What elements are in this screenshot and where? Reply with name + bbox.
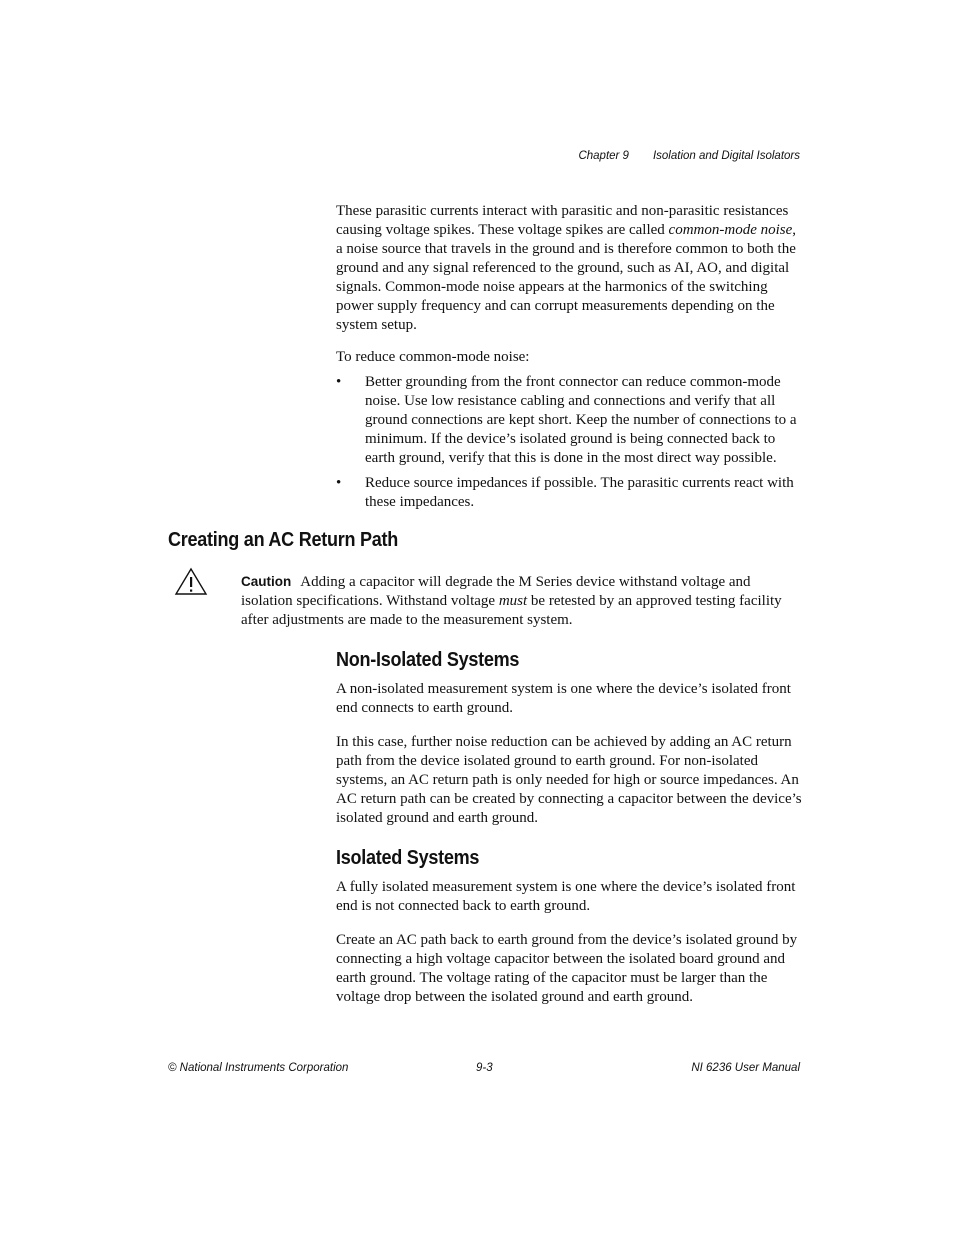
intro-text-start: These parasitic currents interact with parasitic and non-parasitic resistances causing voltage spikes. These voltage spikes are called: [336, 203, 789, 238]
isolated-text-2: Create an AC path back to earth ground from the device’s isolated ground by connecting a high voltage capacitor between the isolated board ground and earth ground. The voltage rating of the capacitor must be larger than the voltage drop between the isolated ground and earth ground.: [336, 932, 798, 1005]
list-item-text: Reduce source impedances if possible. The parasitic currents react with these impedances.: [365, 475, 794, 510]
caution-text-end: be retested by an approved testing facility after adjustments are made to the measurement system.: [241, 593, 782, 628]
bullet-list: [336, 373, 802, 518]
isolated-text-1: A fully isolated measurement system is one where the device’s isolated front end is not connected back to earth ground.: [336, 879, 796, 914]
non-isolated-text-2: In this case, further noise reduction can be achieved by adding an AC return path from the device isolated ground to earth ground. For non-isolated systems, an AC return path is only needed for high or source impedances. An AC return path can be created by connecting a capacitor between the device’s isolated ground and earth ground.: [336, 734, 802, 826]
caution-triangle-icon: [174, 567, 208, 596]
isolated-paragraph-2: [336, 931, 802, 1007]
caution-note: [241, 572, 801, 630]
subsection-heading-non-isolated: Non-Isolated Systems: [336, 648, 520, 671]
caution-text-start: Adding a capacitor will degrade the M Series device withstand voltage and isolation specifications. Withstand voltage: [241, 574, 751, 609]
bullet-marker: •: [336, 374, 342, 390]
intro-term-emphasis: common-mode noise: [668, 222, 793, 238]
non-isolated-paragraph-2: [336, 733, 802, 828]
footer-copyright: © National Instruments Corporation: [168, 1062, 349, 1074]
header-title: Isolation and Digital Isolators: [652, 150, 800, 162]
isolated-paragraph-1: [336, 878, 802, 916]
intro-text-end: , a noise source that travels in the ground and is therefore common to both the ground and any signal referenced to the ground, such as AI, AO, and digital signals. Common-mode noise appears at the harmonics of the switching power supply frequency and can corrupt measurements depending on the system setup.: [336, 222, 797, 333]
list-item: [336, 373, 802, 468]
non-isolated-paragraph-1: [336, 680, 802, 718]
non-isolated-text-1: A non-isolated measurement system is one where the device’s isolated front end connects to earth ground.: [336, 681, 791, 716]
caution-emphasis: must: [498, 593, 528, 609]
list-item: [336, 474, 802, 512]
footer-page-number: 9-3: [476, 1062, 493, 1074]
footer-manual-title: NI 6236 User Manual: [691, 1062, 800, 1074]
intro-paragraph: [336, 202, 802, 335]
header-chapter: Chapter 9: [578, 150, 629, 162]
section-heading: Creating an AC Return Path: [168, 528, 399, 551]
caution-label: Caution: [241, 574, 292, 589]
subsection-heading-isolated: Isolated Systems: [336, 846, 480, 869]
list-item-text: Better grounding from the front connector can reduce common-mode noise. Use low resistance cabling and connections and verify that all ground connections are kept short. Keep the number of connections to a minimum. If the device’s isolated ground is being connected back to earth ground, verify that this is done in the most direct way possible.: [365, 374, 797, 466]
reduce-noise-text: To reduce common-mode noise:: [336, 349, 530, 365]
bullet-marker: •: [336, 475, 342, 491]
reduce-noise-lead: [336, 348, 802, 367]
running-header: [578, 150, 800, 162]
